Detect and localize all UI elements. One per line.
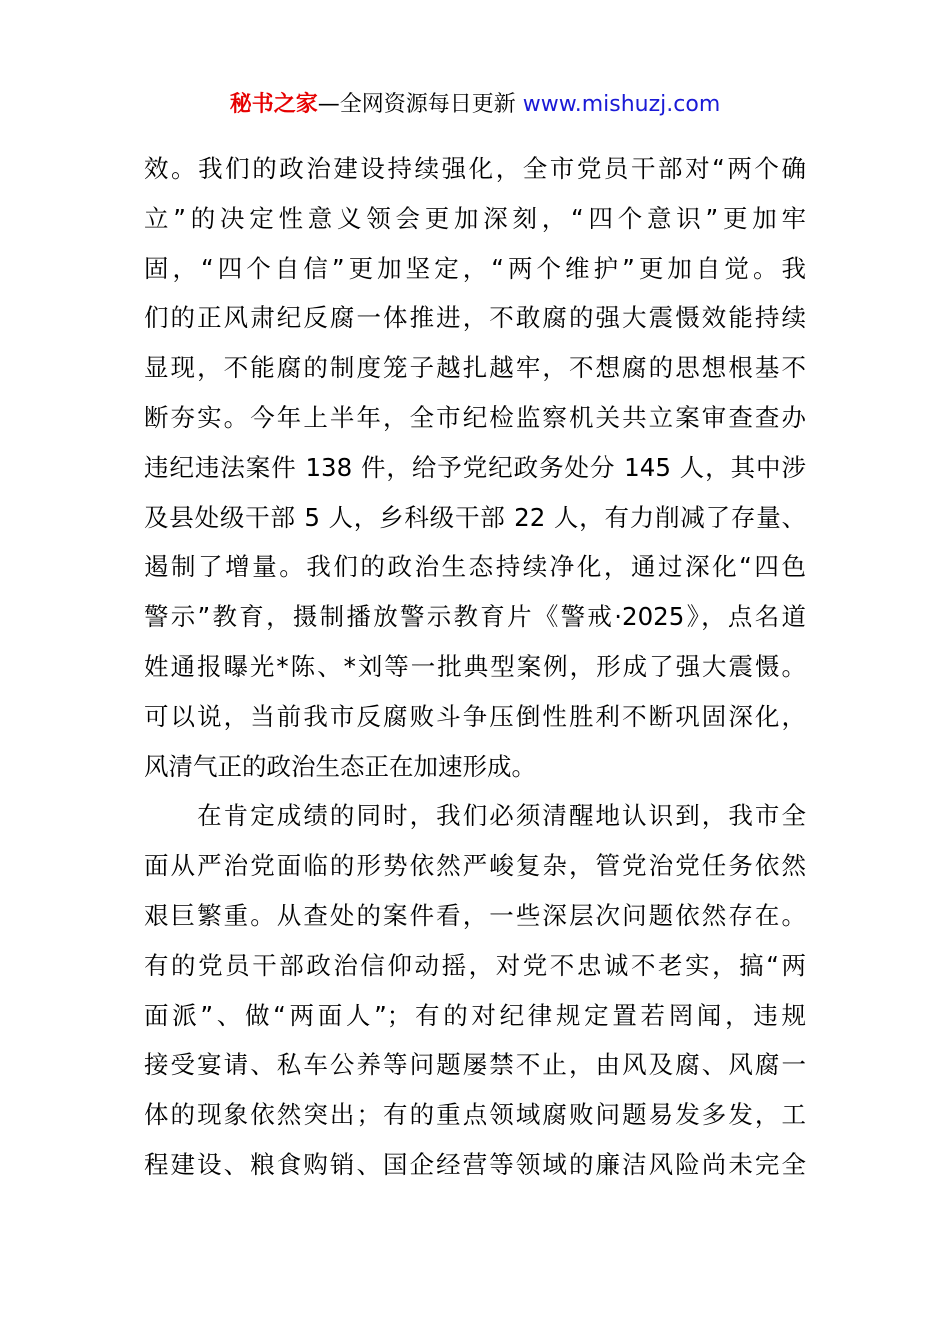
text-line: 程建设、粮食购销、国企经营等领域的廉洁风险尚未完全 (144, 1149, 806, 1179)
text-line: 艰巨繁重。从查处的案件看，一些深层次问题依然存在。 (144, 900, 806, 930)
text-line: 体的现象依然突出；有的重点领域腐败问题易发多发，工 (144, 1100, 806, 1130)
paragraph-start-line: 在肯定成绩的同时，我们必须清醒地认识到，我市全 (144, 801, 806, 831)
text-line: 们的正风肃纪反腐一体推进，不敢腐的强大震慑效能持续 (144, 303, 806, 333)
text-line: 违纪违法案件 138 件，给予党纪政务处分 145 人，其中涉 (144, 452, 806, 482)
text-line: 效。我们的政治建设持续强化，全市党员干部对“两个确 (144, 154, 806, 183)
text-line: 警示”教育，摄制播放警示教育片《警戒·2025》，点名道 (144, 602, 806, 632)
text-line: 有的党员干部政治信仰动摇，对党不忠诚不老实，搞“两 (144, 950, 806, 980)
header-tagline: —全网资源每日更新 (317, 92, 523, 117)
site-name: 秘书之家 (229, 92, 318, 117)
text-line: 接受宴请、私车公养等问题屡禁不止，由风及腐、风腐一 (144, 1050, 806, 1080)
text-line: 可以说，当前我市反腐败斗争压倒性胜利不断巩固深化， (144, 701, 806, 731)
text-line: 及县处级干部 5 人，乡科级干部 22 人，有力削减了存量、 (144, 502, 806, 532)
text-line: 姓通报曝光*陈、*刘等一批典型案例，形成了强大震慑。 (144, 651, 806, 681)
text-line: 固，“四个自信”更加坚定，“两个维护”更加自觉。我 (144, 253, 806, 283)
text-line: 面派”、做“两面人”；有的对纪律规定置若罔闻，违规 (144, 1000, 806, 1030)
text-line: 面从严治党面临的形势依然严峻复杂，管党治党任务依然 (144, 851, 806, 881)
text-line: 断夯实。今年上半年，全市纪检监察机关共立案审查查办 (144, 402, 806, 432)
page-header (0, 88, 950, 122)
text-line: 显现，不能腐的制度笼子越扎越牢，不想腐的思想根基不 (144, 353, 806, 383)
document-body (144, 144, 806, 1190)
paragraph-end-line: 风清气正的政治生态正在加速形成。 (144, 751, 536, 781)
text-line: 遏制了增量。我们的政治生态持续净化，通过深化“四色 (144, 552, 806, 582)
site-url-link[interactable]: www.mishuzj.com (522, 92, 721, 117)
text-line: 立”的决定性意义领会更加深刻，“四个意识”更加牢 (144, 203, 806, 233)
